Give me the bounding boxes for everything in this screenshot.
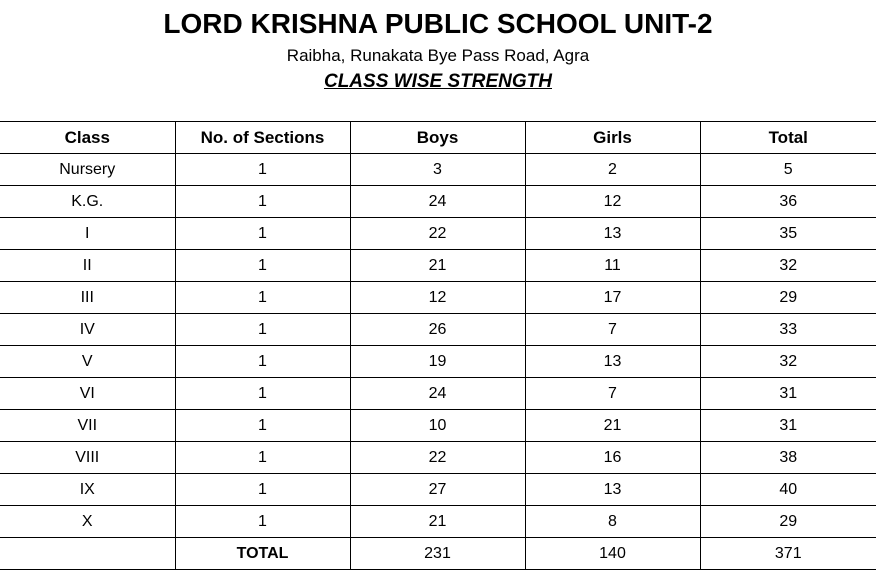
cell-girls: 7: [525, 314, 700, 346]
cell-sections: 1: [175, 282, 350, 314]
cell-boys: 21: [350, 506, 525, 538]
cell-girls: 21: [525, 410, 700, 442]
table-row: [0, 250, 876, 282]
cell-girls: 2: [525, 154, 700, 186]
column-header-class: Class: [0, 122, 175, 154]
cell-total: 31: [700, 378, 876, 410]
table-row: [0, 474, 876, 506]
cell-total: 5: [700, 154, 876, 186]
totals-boys: 231: [350, 538, 525, 570]
table-row: [0, 186, 876, 218]
cell-girls: 7: [525, 378, 700, 410]
cell-sections: 1: [175, 378, 350, 410]
cell-total: 29: [700, 282, 876, 314]
column-header-total: Total: [700, 122, 876, 154]
totals-class-cell: [0, 538, 175, 570]
table-row: [0, 314, 876, 346]
cell-class: VI: [0, 378, 175, 410]
class-strength-table-container: [0, 121, 876, 570]
cell-boys: 26: [350, 314, 525, 346]
totals-total: 371: [700, 538, 876, 570]
totals-label: TOTAL: [175, 538, 350, 570]
column-header-girls: Girls: [525, 122, 700, 154]
cell-boys: 3: [350, 154, 525, 186]
cell-class: I: [0, 218, 175, 250]
cell-boys: 27: [350, 474, 525, 506]
totals-girls: 140: [525, 538, 700, 570]
cell-class: VII: [0, 410, 175, 442]
cell-class: IX: [0, 474, 175, 506]
cell-total: 32: [700, 250, 876, 282]
cell-class: V: [0, 346, 175, 378]
cell-class: IV: [0, 314, 175, 346]
table-row: [0, 346, 876, 378]
cell-total: 33: [700, 314, 876, 346]
cell-girls: 13: [525, 346, 700, 378]
table-row: [0, 506, 876, 538]
cell-girls: 17: [525, 282, 700, 314]
cell-class: II: [0, 250, 175, 282]
table-row: [0, 218, 876, 250]
cell-total: 38: [700, 442, 876, 474]
cell-sections: 1: [175, 346, 350, 378]
column-header-sections: No. of Sections: [175, 122, 350, 154]
cell-total: 29: [700, 506, 876, 538]
report-title: CLASS WISE STRENGTH: [323, 71, 552, 92]
cell-total: 32: [700, 346, 876, 378]
cell-sections: 1: [175, 474, 350, 506]
table-row: [0, 410, 876, 442]
cell-sections: 1: [175, 506, 350, 538]
cell-girls: 13: [525, 218, 700, 250]
school-address: Raibha, Runakata Bye Pass Road, Agra: [286, 46, 590, 65]
cell-class: III: [0, 282, 175, 314]
cell-class: Nursery: [0, 154, 175, 186]
cell-sections: 1: [175, 442, 350, 474]
cell-boys: 24: [350, 186, 525, 218]
cell-boys: 22: [350, 218, 525, 250]
cell-total: 31: [700, 410, 876, 442]
cell-sections: 1: [175, 250, 350, 282]
school-name: LORD KRISHNA PUBLIC SCHOOL UNIT-2: [163, 8, 713, 39]
cell-sections: 1: [175, 186, 350, 218]
page-header: [0, 0, 876, 120]
cell-boys: 12: [350, 282, 525, 314]
cell-girls: 8: [525, 506, 700, 538]
table-row: [0, 442, 876, 474]
cell-class: VIII: [0, 442, 175, 474]
cell-boys: 10: [350, 410, 525, 442]
table-header-row: [0, 122, 876, 154]
cell-boys: 21: [350, 250, 525, 282]
table-row: [0, 378, 876, 410]
cell-girls: 11: [525, 250, 700, 282]
cell-sections: 1: [175, 154, 350, 186]
column-header-boys: Boys: [350, 122, 525, 154]
cell-girls: 12: [525, 186, 700, 218]
cell-total: 40: [700, 474, 876, 506]
table-row: [0, 282, 876, 314]
cell-boys: 19: [350, 346, 525, 378]
cell-total: 36: [700, 186, 876, 218]
class-strength-table: [0, 121, 876, 570]
cell-sections: 1: [175, 314, 350, 346]
cell-girls: 16: [525, 442, 700, 474]
cell-boys: 24: [350, 378, 525, 410]
cell-sections: 1: [175, 410, 350, 442]
cell-class: K.G.: [0, 186, 175, 218]
table-row: [0, 154, 876, 186]
cell-class: X: [0, 506, 175, 538]
cell-boys: 22: [350, 442, 525, 474]
cell-girls: 13: [525, 474, 700, 506]
cell-sections: 1: [175, 218, 350, 250]
cell-total: 35: [700, 218, 876, 250]
totals-row: [0, 538, 876, 570]
